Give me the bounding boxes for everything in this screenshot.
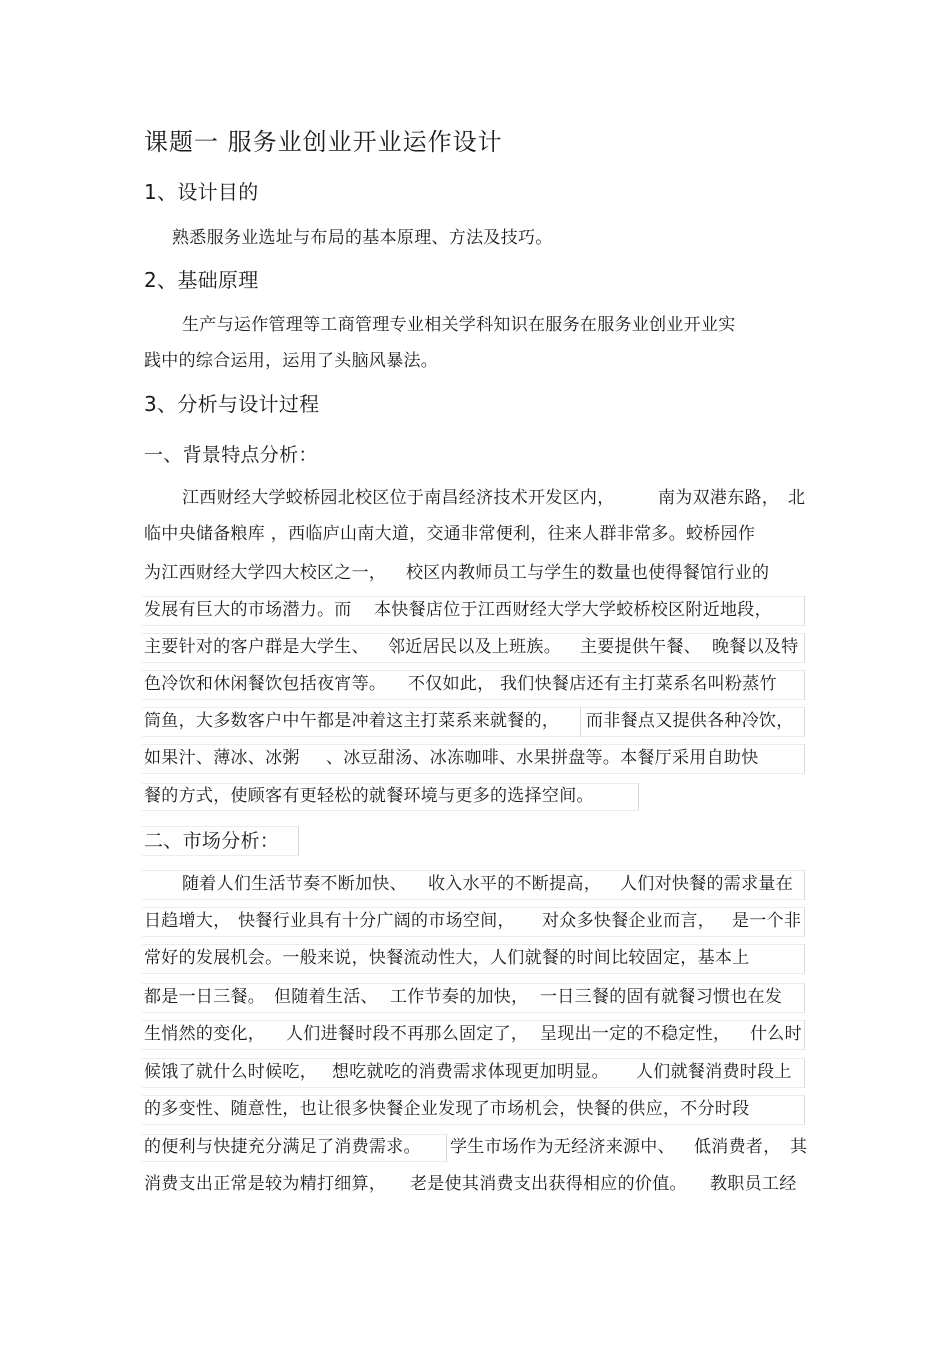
paragraph-line: 践中的综合运用，运用了头脑风暴法。 xyxy=(144,351,439,371)
paragraph-fragment: 常好的发展机会。一般来说，快餐流动性大，人们就餐的时间比较固定，基本上 xyxy=(144,948,750,968)
paragraph-fragment: 人们进餐时段不再那么固定了， xyxy=(286,1024,529,1044)
paragraph-fragment: 色冷饮和休闲餐饮包括夜宵等。 xyxy=(144,674,387,694)
paragraph-fragment: 如果汁、薄冰、冰粥 xyxy=(144,748,300,768)
paragraph-fragment: 主要提供午餐、 xyxy=(580,637,702,657)
paragraph-fragment: 北 xyxy=(788,488,806,508)
paragraph-fragment: 主要针对的客户群是大学生、 xyxy=(144,637,369,657)
paragraph-fragment: 校区内教师员工与学生的数量也使得餐馆行业的 xyxy=(406,563,770,583)
paragraph-fragment: 一日三餐的固有就餐习惯也在发 xyxy=(540,987,783,1007)
subsection-heading-market: 二、市场分析： xyxy=(144,830,280,852)
paragraph-fragment: 而非餐点又提供各种冷饮， xyxy=(586,711,794,731)
paragraph-fragment: 本快餐店位于江西财经大学大学蛟桥校区附近地段， xyxy=(374,600,772,620)
paragraph-fragment: 收入水平的不断提高， xyxy=(428,874,601,894)
section-heading-design-purpose: 1、设计目的 xyxy=(144,180,259,204)
paragraph-fragment: 发展有巨大的市场潜力。而 xyxy=(144,600,352,620)
paragraph-fragment: 南为双港东路， xyxy=(658,488,780,508)
paragraph-fragment: 随着人们生活节奏不断加快、 xyxy=(182,874,407,894)
paragraph-fragment: 但随着生活、 xyxy=(274,987,378,1007)
paragraph-fragment: 为江西财经大学四大校区之一， xyxy=(144,563,387,583)
paragraph-fragment: 人们就餐消费时段上 xyxy=(636,1062,792,1082)
paragraph-fragment: 呈现出一定的不稳定性， xyxy=(540,1024,731,1044)
paragraph-line: 熟悉服务业选址与布局的基本原理、方法及技巧。 xyxy=(172,228,553,248)
paragraph-fragment: 江西财经大学蛟桥园北校区位于南昌经济技术开发区内， xyxy=(182,488,615,508)
paragraph-fragment: 快餐行业具有十分广阔的市场空间， xyxy=(238,911,515,931)
paragraph-fragment: 工作节奏的加快， xyxy=(390,987,529,1007)
paragraph-fragment: 临中央储备粮库 ，西临庐山南大道，交通非常便利，往来人群非常多。蛟桥园作 xyxy=(144,524,756,544)
paragraph-fragment: 邻近居民以及上班族。 xyxy=(388,637,561,657)
paragraph-fragment: 生悄然的变化， xyxy=(144,1024,266,1044)
paragraph-fragment: 日趋增大， xyxy=(144,911,231,931)
paragraph-fragment: 是一个非 xyxy=(732,911,802,931)
paragraph-fragment: 候饿了就什么时候吃， xyxy=(144,1062,317,1082)
paragraph-fragment: 、冰豆甜汤、冰冻咖啡、水果拼盘等。本餐厅采用自助快 xyxy=(326,748,759,768)
subsection-heading-background: 一、背景特点分析： xyxy=(144,444,318,466)
paragraph-fragment: 对众多快餐企业而言， xyxy=(542,911,715,931)
paragraph-fragment: 老是使其消费支出获得相应的价值。 xyxy=(410,1174,687,1194)
paragraph-fragment: 晚餐以及特 xyxy=(712,637,799,657)
document-title: 课题一 服务业创业开业运作设计 xyxy=(144,128,503,156)
paragraph-fragment: 的便利与快捷充分满足了消费需求。 xyxy=(144,1137,421,1157)
paragraph-fragment: 都是一日三餐。 xyxy=(144,987,266,1007)
paragraph-fragment: 其 xyxy=(790,1137,808,1157)
paragraph-fragment: 筒鱼，大多数客户中午都是冲着这主打菜系来就餐的， xyxy=(144,711,560,731)
paragraph-fragment: 想吃就吃的消费需求体现更加明显。 xyxy=(332,1062,609,1082)
paragraph-fragment: 的多变性、随意性，也让很多快餐企业发现了市场机会，快餐的供应，不分时段 xyxy=(144,1099,750,1119)
paragraph-fragment: 餐的方式，使顾客有更轻松的就餐环境与更多的选择空间。 xyxy=(144,786,594,806)
paragraph-fragment: 低消费者， xyxy=(694,1137,781,1157)
section-heading-basic-principles: 2、基础原理 xyxy=(144,268,259,292)
paragraph-line: 生产与运作管理等工商管理专业相关学科知识在服务在服务业创业开业实 xyxy=(182,315,736,335)
paragraph-fragment: 人们对快餐的需求量在 xyxy=(620,874,793,894)
paragraph-fragment: 不仅如此， xyxy=(408,674,495,694)
paragraph-fragment: 学生市场作为无经济来源中、 xyxy=(450,1137,675,1157)
paragraph-fragment: 消费支出正常是较为精打细算， xyxy=(144,1174,387,1194)
paragraph-fragment: 我们快餐店还有主打菜系名叫粉蒸竹 xyxy=(500,674,777,694)
paragraph-fragment: 教职员工经 xyxy=(710,1174,797,1194)
section-heading-analysis-process: 3、分析与设计过程 xyxy=(144,392,320,416)
paragraph-fragment: 什么时 xyxy=(750,1024,802,1044)
